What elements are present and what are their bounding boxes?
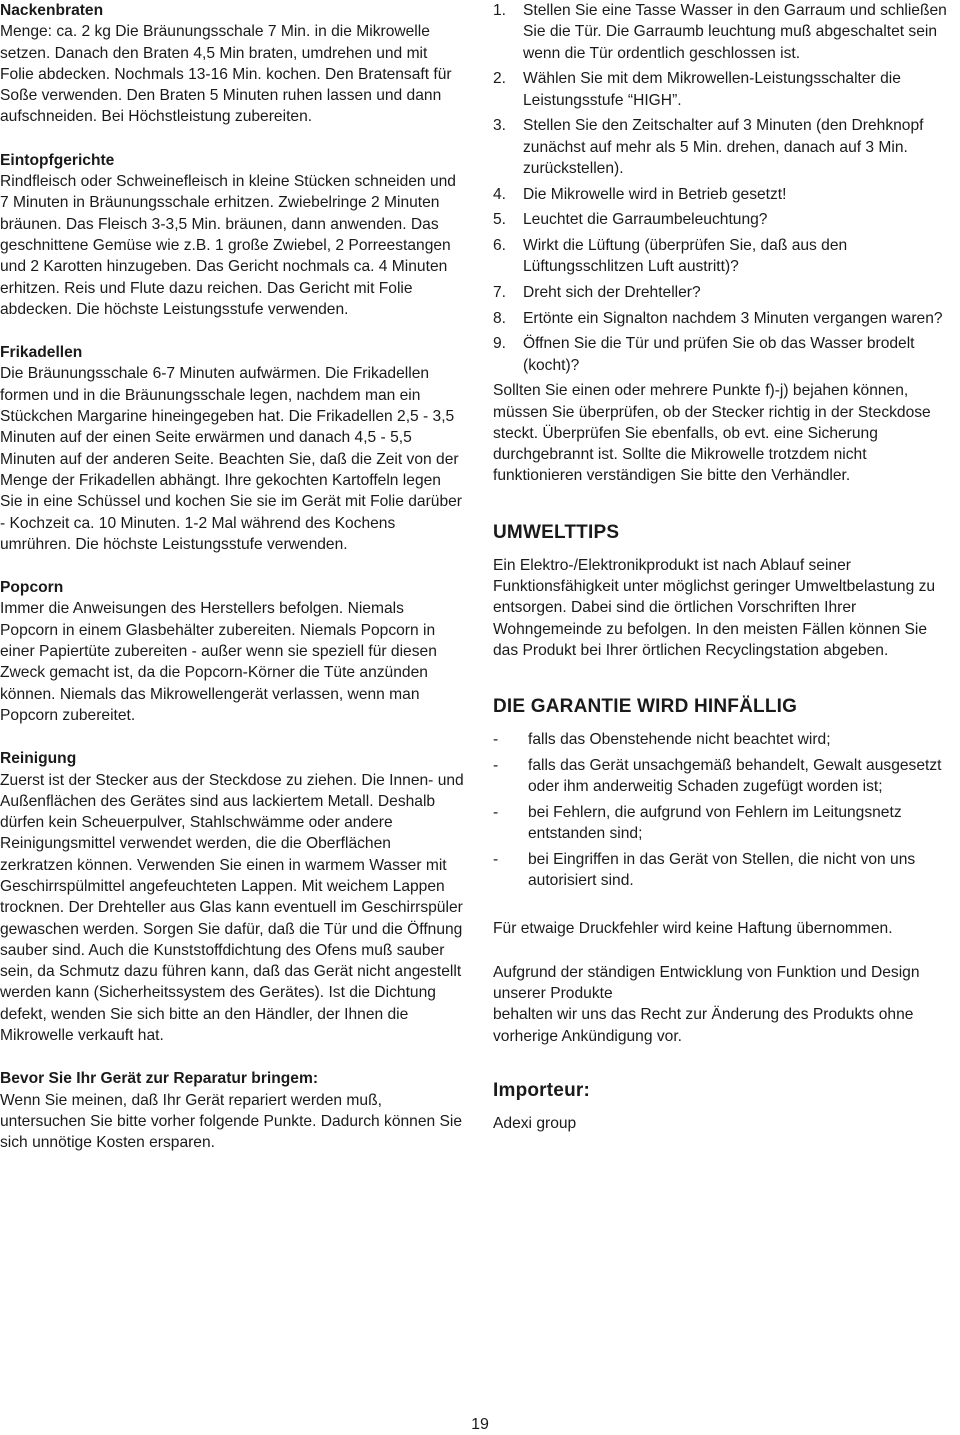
section-text: Rindfleisch oder Schweinefleisch in kleine Stücken schneiden und 7 Minuten in Bräunungsschale erhitzen. Zwiebelringe 2 Minuten bräunen. Das Fleisch 3-3,5 Min. bräunen, dann anwenden. Das geschnittene Gemüse wie z.B. 1 große Zwiebel, 2 Porreestangen und 2 Karotten hinzugeben. Das Gericht nochmals ca. 4 Minuten erhitzen. Reis und Flute dazu reichen. Das Gericht mit Folie abdecken. Die höchste Leistungsstufe verwenden. xyxy=(0,173,456,318)
section-popcorn xyxy=(0,577,465,726)
importeur-name: Adexi group xyxy=(493,1114,577,1132)
section-reinigung xyxy=(0,748,465,1046)
section-heading: Nackenbraten xyxy=(0,2,104,19)
item-number: 9. xyxy=(493,335,507,353)
item-text: Die Mikrowelle wird in Betrieb gesetzt! xyxy=(523,185,787,203)
item-number: 5. xyxy=(493,211,507,229)
garantie-item xyxy=(493,849,955,892)
checklist-item xyxy=(493,333,955,376)
checklist-item xyxy=(493,235,955,278)
item-dash: - xyxy=(493,731,499,749)
item-number: 2. xyxy=(493,70,507,88)
section-heading: Bevor Sie Ihr Gerät zur Reparatur bringem: xyxy=(0,1070,319,1088)
garantie-heading: DIE GARANTIE WIRD HINFÄLLIG xyxy=(493,696,798,718)
item-number: 3. xyxy=(493,117,507,135)
checklist-note: Sollten Sie einen oder mehrere Punkte f)-j) bejahen können, müssen Sie überprüfen, ob der Stecker richtig in der Steckdose steckt. Überprüfen Sie ebenfalls, ob evt. eine Sicherung durchgebrannt ist. Sollte die Mikrowelle trotzdem nicht funktionieren verständigen Sie bitte den Verhändler. xyxy=(493,382,931,485)
entwicklung-line-1: Aufgrund der ständigen Entwicklung von Funktion und Design unserer Produkte xyxy=(493,963,920,1003)
item-number: 8. xyxy=(493,309,507,327)
right-column xyxy=(493,0,955,1134)
section-heading: Popcorn xyxy=(0,579,64,597)
item-text: Leuchtet die Garraumbeleuchtung? xyxy=(523,211,768,229)
item-text: falls das Obenstehende nicht beachtet wird; xyxy=(528,731,831,749)
item-text: Wirkt die Lüftung (überprüfen Sie, daß aus den Lüftungsschlitzen Luft austritt)? xyxy=(523,236,848,276)
garantie-item xyxy=(493,802,955,845)
item-number: 6. xyxy=(493,236,507,254)
section-reparatur xyxy=(0,1068,465,1153)
item-number: 7. xyxy=(493,283,507,301)
checklist-item xyxy=(493,0,955,64)
checklist-item xyxy=(493,115,955,179)
entwicklung-note xyxy=(493,962,955,1047)
entwicklung-line-2: behalten wir uns das Recht zur Änderung des Produkts ohne vorherige Ankündigung vor. xyxy=(493,1006,914,1045)
item-dash: - xyxy=(493,803,499,821)
item-text: bei Fehlern, die aufgrund von Fehlern im Leitungsnetz entstanden sind; xyxy=(528,803,902,843)
checklist-item xyxy=(493,209,955,230)
item-dash: - xyxy=(493,850,499,868)
item-number: 1. xyxy=(493,2,507,19)
item-text: falls das Gerät unsachgemäß behandelt, Gewalt ausgesetzt oder ihm anderweitig Schaden zugefügt worden ist; xyxy=(528,756,942,796)
left-column xyxy=(0,0,465,1154)
importeur-heading: Importeur: xyxy=(493,1079,590,1101)
section-text: Immer die Anweisungen des Herstellers befolgen. Niemals Popcorn in einem Glasbehälter zubereiten. Niemals Popcorn in einer Papiertüte zubereiten - außer wenn sie speziell für diesen Zweck gemacht ist, da die Popcorn-Körner die Tüte anzünden können. Niemals das Mikrowellengerät verlassen, wenn man Popcorn zubereitet. xyxy=(0,600,437,724)
garantie-list xyxy=(493,729,955,891)
page-number: 19 xyxy=(471,1416,489,1433)
checklist-item xyxy=(493,308,955,329)
section-nackenbraten xyxy=(0,0,465,128)
item-text: Dreht sich der Drehteller? xyxy=(523,283,701,301)
item-text: bei Eingriffen in das Gerät von Stellen, die nicht von uns autorisiert sind. xyxy=(528,850,916,890)
section-frikadellen xyxy=(0,342,465,555)
umwelt-text: Ein Elektro-/Elektronikprodukt ist nach Ablauf seiner Funktionsfähigkeit unter möglichst geringer Umweltbelastung zu entsorgen. Dabei sind die örtlichen Vorschriften Ihrer Wohngemeinde zu befolgen. In den meisten Fällen können Sie das Produkt bei Ihrer örtlichen Recyclingstation abgeben. xyxy=(493,556,936,659)
section-heading: Reinigung xyxy=(0,750,77,768)
item-text: Stellen Sie den Zeitschalter auf 3 Minuten (den Drehknopf zunächst auf mehr als 5 Min. drehen, danach auf 3 Min. zurückstellen). xyxy=(523,117,924,177)
checklist-item xyxy=(493,282,955,303)
section-heading: Frikadellen xyxy=(0,344,83,362)
garantie-item xyxy=(493,729,955,750)
item-text: Öffnen Sie die Tür und prüfen Sie ob das Wasser brodelt (kocht)? xyxy=(523,335,915,374)
section-heading: Eintopfgerichte xyxy=(0,151,115,169)
section-text: Zuerst ist der Stecker aus der Steckdose zu ziehen. Die Innen- und Außenflächen des Gerätes sind aus lackiertem Metall. Deshalb dürfen kein Scheuerpulver, Stahlschwämme oder andere Reinigungsmittel verwendet werden, die die Oberflächen zerkratzen können. Verwenden Sie einen in warmem Wasser mit Geschirrspülmittel angefeuchteten Lappen. Mit weichem Lappen trocknen. Der Drehteller aus Glas kann eventuell im Geschirrspüler gewaschen werden. Sorgen Sie dafür, daß die Tür und die Öffnung sauber sind. Auch die Kunststoffdichtung des Ofens muß sauber sein, da Schmutz dazu führen kann, daß das Gerät nicht angestellt werden kann (Sicherheitssystem des Gerätes). Ist die Dichtung defekt, wenden Sie sich bitte an den Händler, der Ihnen die Mikrowelle verkauft hat. xyxy=(0,771,464,1045)
item-dash: - xyxy=(493,756,499,774)
section-eintopfgerichte xyxy=(0,150,465,320)
druckfehler-note: Für etwaige Druckfehler wird keine Haftung übernommen. xyxy=(493,920,893,938)
section-text: Die Bräunungsschale 6-7 Minuten aufwärmen. Die Frikadellen formen und in die Bräunungsschale legen, nachdem man ein Stückchen Margarine hineingegeben hat. Die Frikadellen 2,5 - 3,5 Minuten auf der einen Seite erwärmen und danach 4,5 - 5,5 Minuten auf der anderen Seite. Beachten Sie, daß die Zeit von der Menge der Frikadellen abhängt. Ihre gekochten Kartoffeln legen Sie in eine Schüssel und kochen Sie sie im Gerät mit Folie darüber - Kochzeit ca. 10 Minuten. 1-2 Mal während des Kochens umrühren. Die höchste Leistungsstufe verwenden. xyxy=(0,365,462,553)
item-text: Stellen Sie eine Tasse Wasser in den Garraum und schließen Sie die Tür. Die Garraumb leuchtung muß abgeschaltet sein wenn die Tür ordentlich geschlossen ist. xyxy=(523,2,947,62)
item-number: 4. xyxy=(493,185,507,203)
umwelt-heading: UMWELTTIPS xyxy=(493,521,620,543)
repair-checklist xyxy=(493,0,955,376)
section-text: Wenn Sie meinen, daß Ihr Gerät repariert werden muß, untersuchen Sie bitte vorher folgende Punkte. Dadurch können Sie sich unnötige Kosten ersparen. xyxy=(0,1091,463,1152)
garantie-item xyxy=(493,755,955,798)
checklist-item xyxy=(493,68,955,111)
section-text: Menge: ca. 2 kg Die Bräunungsschale 7 Min. in die Mikrowelle setzen. Danach den Braten 4,5 Min braten, umdrehen und mit Folie abdecken. Nochmals 13-16 Min. kochen. Den Bratensaft für Soße verwenden. Den Braten 5 Minuten ruhen lassen und dann aufschneiden. Bei Höchstleistung zubereiten. xyxy=(0,23,452,126)
item-text: Wählen Sie mit dem Mikrowellen-Leistungsschalter die Leistungsstufe “HIGH”. xyxy=(523,70,901,109)
checklist-item xyxy=(493,184,955,205)
item-text: Ertönte ein Signalton nachdem 3 Minuten vergangen waren? xyxy=(523,309,943,327)
